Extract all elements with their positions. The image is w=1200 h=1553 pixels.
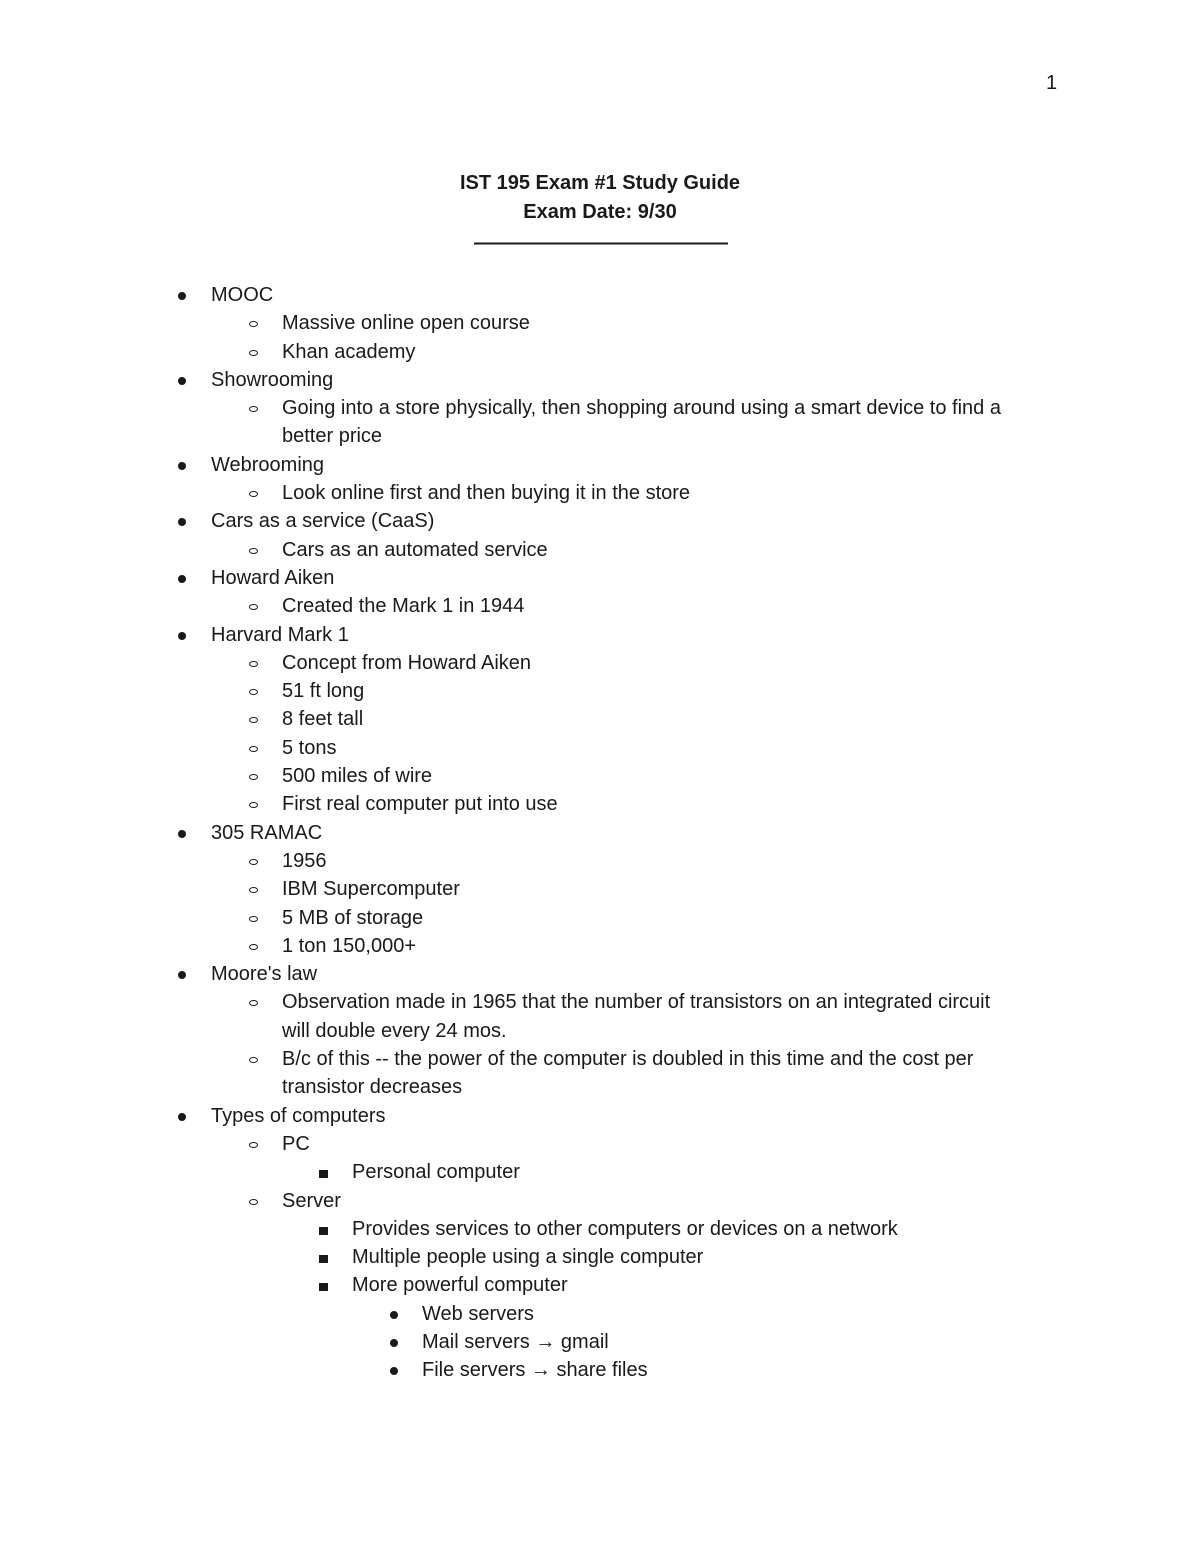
outline-item-text: Moore's law	[211, 963, 318, 986]
outline-item-text: Multiple people using a single computer	[352, 1246, 704, 1269]
hollow-bullet-icon	[249, 944, 258, 950]
outline-item-level-2	[0, 536, 1200, 564]
outline-item-text: Showrooming	[211, 368, 334, 391]
hollow-bullet-icon	[249, 1057, 258, 1063]
header-rule: ——————————————	[474, 232, 726, 254]
outline-item-level-1	[0, 621, 1200, 649]
outline-item-text: Web servers	[422, 1302, 534, 1325]
outline-item-level-2	[0, 790, 1200, 818]
filled-bullet-icon	[178, 518, 186, 526]
outline-item-text: Cars as an automated service	[282, 538, 548, 561]
outline-item-level-2	[0, 394, 1200, 422]
hollow-bullet-icon	[249, 1142, 258, 1148]
outline-item-level-1	[0, 366, 1200, 394]
outline-item-level-2	[0, 309, 1200, 337]
outline-item-level-2	[0, 1045, 1200, 1073]
outline-item-level-2	[0, 705, 1200, 733]
hollow-bullet-icon	[249, 604, 258, 610]
outline-item-level-2	[0, 479, 1200, 507]
outline-item-text: 8 feet tall	[282, 708, 364, 731]
filled-bullet-icon	[178, 971, 186, 979]
study-guide-outline	[0, 281, 1200, 1385]
hollow-bullet-icon	[249, 1000, 258, 1006]
outline-item-text: Look online first and then buying it in the store	[282, 482, 691, 505]
outline-item-level-3	[0, 1243, 1200, 1271]
filled-bullet-icon	[178, 830, 186, 838]
page-number: 1	[1046, 72, 1058, 94]
filled-bullet-icon	[390, 1367, 398, 1375]
hollow-bullet-icon	[249, 887, 258, 893]
outline-item-continuation	[0, 1017, 1200, 1045]
outline-item-level-3	[0, 1158, 1200, 1186]
hollow-bullet-icon	[249, 548, 258, 554]
hollow-bullet-icon	[249, 916, 258, 922]
outline-item-level-1	[0, 564, 1200, 592]
outline-item-text: PC	[282, 1132, 310, 1155]
outline-item-level-2	[0, 338, 1200, 366]
square-bullet-icon	[319, 1283, 328, 1291]
document-title: IST 195 Exam #1 Study Guide	[459, 172, 741, 194]
outline-item-text: Massive online open course	[282, 312, 530, 335]
outline-item-text: 5 tons	[282, 736, 337, 759]
outline-item-text: Webrooming	[211, 453, 325, 476]
filled-bullet-icon	[178, 1113, 186, 1121]
filled-bullet-icon	[390, 1339, 398, 1347]
outline-item-level-3	[0, 1215, 1200, 1243]
hollow-bullet-icon	[249, 661, 258, 667]
hollow-bullet-icon	[249, 774, 258, 780]
hollow-bullet-icon	[249, 406, 258, 412]
hollow-bullet-icon	[249, 491, 258, 497]
filled-bullet-icon	[178, 632, 186, 640]
outline-item-level-2	[0, 847, 1200, 875]
outline-item-level-2	[0, 677, 1200, 705]
outline-item-level-4	[0, 1328, 1200, 1356]
filled-bullet-icon	[178, 292, 186, 300]
outline-item-text: First real computer put into use	[282, 793, 558, 816]
outline-item-level-2	[0, 1187, 1200, 1215]
hollow-bullet-icon	[249, 859, 258, 865]
outline-item-text: Types of computers	[211, 1104, 386, 1127]
outline-item-text: 1956	[282, 849, 327, 872]
outline-item-text: Howard Aiken	[211, 566, 335, 589]
outline-item-text: B/c of this -- the power of the computer is doubled in this time and the cost per	[282, 1048, 974, 1071]
outline-item-text: Mail servers → gmail	[422, 1330, 609, 1353]
filled-bullet-icon	[178, 575, 186, 583]
hollow-bullet-icon	[249, 689, 258, 695]
document-header	[0, 169, 1200, 259]
hollow-bullet-icon	[249, 1199, 258, 1205]
outline-item-level-1	[0, 451, 1200, 479]
outline-item-text: Personal computer	[352, 1161, 520, 1184]
outline-item-level-2	[0, 762, 1200, 790]
outline-item-level-1	[0, 1102, 1200, 1130]
outline-item-text: Going into a store physically, then shopping around using a smart device to find a	[282, 397, 1001, 420]
outline-item-level-2	[0, 1130, 1200, 1158]
hollow-bullet-icon	[249, 350, 258, 356]
outline-item-text: MOOC	[211, 284, 274, 306]
outline-item-text: More powerful computer	[352, 1274, 568, 1297]
outline-item-continuation	[0, 422, 1200, 450]
outline-item-level-1	[0, 960, 1200, 988]
outline-item-text: Concept from Howard Aiken	[282, 651, 532, 674]
outline-item-level-4	[0, 1356, 1200, 1384]
exam-date: Exam Date: 9/30	[523, 201, 677, 223]
outline-item-text: File servers → share files	[422, 1359, 648, 1382]
outline-item-text: Created the Mark 1 in 1944	[282, 595, 525, 618]
outline-item-continuation-text: better price	[282, 425, 383, 448]
outline-item-level-3	[0, 1271, 1200, 1299]
outline-item-level-1	[0, 507, 1200, 535]
filled-bullet-icon	[390, 1311, 398, 1319]
hollow-bullet-icon	[249, 321, 258, 327]
outline-item-text: Harvard Mark 1	[211, 623, 349, 646]
outline-item-text: Provides services to other computers or devices on a network	[352, 1217, 898, 1240]
hollow-bullet-icon	[249, 802, 258, 808]
outline-item-level-2	[0, 592, 1200, 620]
outline-item-text: 1 ton 150,000+	[282, 934, 417, 957]
outline-item-text: Observation made in 1965 that the number of transistors on an integrated circuit	[282, 991, 991, 1014]
filled-bullet-icon	[178, 462, 186, 470]
outline-item-level-2	[0, 932, 1200, 960]
outline-item-text: 51 ft long	[282, 680, 365, 703]
outline-item-text: Cars as a service (CaaS)	[211, 510, 435, 533]
square-bullet-icon	[319, 1227, 328, 1235]
outline-item-text: Server	[282, 1189, 341, 1212]
outline-item-text: 5 MB of storage	[282, 906, 424, 929]
outline-item-continuation-text: will double every 24 mos.	[282, 1019, 507, 1042]
outline-item-level-2	[0, 734, 1200, 762]
outline-item-text: 305 RAMAC	[211, 821, 323, 844]
outline-item-text: Khan academy	[282, 340, 416, 363]
outline-item-continuation-text: transistor decreases	[282, 1076, 463, 1099]
square-bullet-icon	[319, 1255, 328, 1263]
outline-item-level-1	[0, 281, 1200, 309]
hollow-bullet-icon	[249, 746, 258, 752]
outline-item-text: 500 miles of wire	[282, 765, 433, 788]
square-bullet-icon	[319, 1170, 328, 1178]
outline-item-level-2	[0, 649, 1200, 677]
filled-bullet-icon	[178, 377, 186, 385]
outline-item-level-4	[0, 1300, 1200, 1328]
outline-item-continuation	[0, 1073, 1200, 1101]
outline-item-level-2	[0, 904, 1200, 932]
outline-item-level-2	[0, 988, 1200, 1016]
outline-item-level-1	[0, 819, 1200, 847]
outline-item-text: IBM Supercomputer	[282, 878, 460, 901]
outline-item-level-2	[0, 875, 1200, 903]
hollow-bullet-icon	[249, 717, 258, 723]
